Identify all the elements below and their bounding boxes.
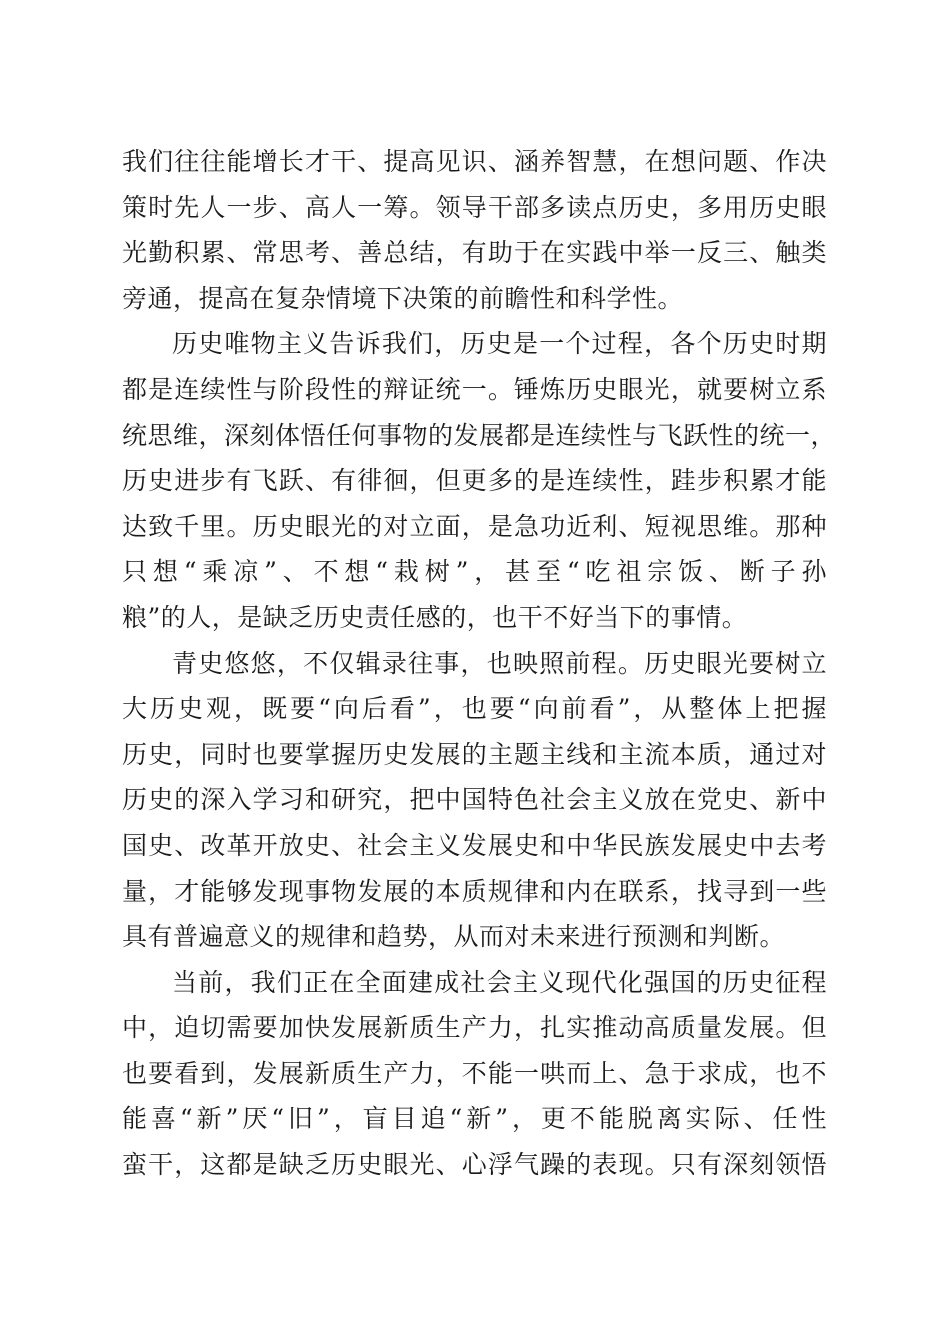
paragraph <box>122 139 827 321</box>
text-line: 能喜“新”厌“旧”，盲目追“新”，更不能脱离实际、任性 <box>122 1104 827 1134</box>
text-line: 中，迫切需要加快发展新质生产力，扎实推动高质量发展。但 <box>122 1013 827 1043</box>
text-line: 统思维，深刻体悟任何事物的发展都是连续性与飞跃性的统一， <box>122 420 837 450</box>
text-line: 当前，我们正在全面建成社会主义现代化强国的历史征程 <box>172 967 827 997</box>
text-line: 青史悠悠，不仅辑录往事，也映照前程。历史眼光要树立 <box>172 648 827 678</box>
text-line: 只想“乘凉”、不想“栽树”，甚至“吃祖宗饭、断子孙 <box>122 557 827 587</box>
text-line: 我们往往能增长才干、提高见识、涵养智慧，在想问题、作决 <box>122 147 827 176</box>
text-line: 光勤积累、常思考、善总结，有助于在实践中举一反三、触类 <box>122 238 827 268</box>
article-body <box>122 139 837 1188</box>
text-line: 旁通，提高在复杂情境下决策的前瞻性和科学性。 <box>122 283 684 313</box>
text-line: 历史，同时也要掌握历史发展的主题主线和主流本质，通过对 <box>122 739 827 769</box>
text-line: 历史进步有飞跃、有徘徊，但更多的是连续性，跬步积累才能 <box>122 466 827 496</box>
text-line: 都是连续性与阶段性的辩证统一。锤炼历史眼光，就要树立系 <box>122 374 827 404</box>
text-line: 大历史观，既要“向后看”，也要“向前看”，从整体上把握 <box>122 694 827 724</box>
text-line: 历史唯物主义告诉我们，历史是一个过程，各个历史时期 <box>172 329 827 359</box>
text-line: 策时先人一步、高人一筹。领导干部多读点历史，多用历史眼 <box>122 192 827 222</box>
text-line: 历史的深入学习和研究，把中国特色社会主义放在党史、新中 <box>122 785 827 815</box>
text-line: 达致千里。历史眼光的对立面，是急功近利、短视思维。那种 <box>122 511 827 541</box>
text-line: 量，才能够发现事物发展的本质规律和内在联系，找寻到一些 <box>122 876 827 906</box>
text-line: 具有普遍意义的规律和趋势，从而对未来进行预测和判断。 <box>122 922 786 952</box>
text-line: 蛮干，这都是缺乏历史眼光、心浮气躁的表现。只有深刻领悟 <box>122 1150 827 1180</box>
paragraph <box>122 321 837 640</box>
text-line: 国史、改革开放史、社会主义发展史和中华民族发展史中去考 <box>122 830 827 860</box>
text-line: 也要看到，发展新质生产力，不能一哄而上、急于求成，也不 <box>122 1058 827 1088</box>
text-line: 粮”的人，是缺乏历史责任感的，也干不好当下的事情。 <box>122 602 748 632</box>
paragraph <box>122 641 827 960</box>
paragraph <box>122 960 827 1188</box>
